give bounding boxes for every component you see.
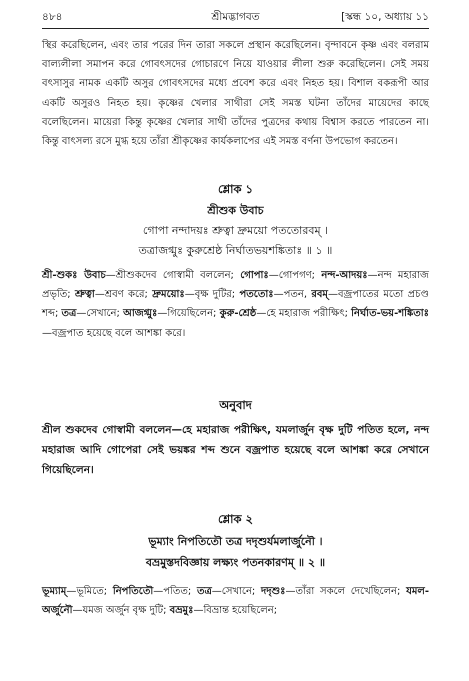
verse-2-heading: শ্লোক ২ xyxy=(217,512,254,526)
synonym-gloss: —সেখানে; xyxy=(76,308,124,320)
synonym-gloss: —শ্রীশুকদেব গোস্বামী বললেন; xyxy=(105,270,241,281)
running-title: শ্রীমদ্ভাগবত xyxy=(211,11,260,23)
synonym-term: দ্রুময়োঃ xyxy=(152,289,185,301)
synonym-term: বভ্রমুঃ xyxy=(169,605,194,617)
translation-heading: অনুবাদ xyxy=(219,398,252,412)
synonym-term: তত্র xyxy=(61,308,77,320)
verse-2-synonyms xyxy=(42,582,429,620)
synonym-gloss: —সেখানে; xyxy=(211,586,261,597)
synonym-term: নির্ঘাত-ভয়-শঙ্কিতাঃ xyxy=(351,308,429,320)
synonym-gloss: —বিভ্রান্ত হয়েছিলেন; xyxy=(193,605,278,617)
intro-paragraph: স্থির করেছিলেন, এবং তার পরের দিন তারা সকলে প্রস্থান করেছিলেন। বৃন্দাবনে কৃষ্ণ এবং বলরাম বাল্যলীলা সমাপন করে গোবৎসদের গোচারণে নিয়ে যাওয়ার লীলা শুরু করেছিলেন। সেই সময় বৎসাসুর নামক একটি অসুর গোবৎসদের মধ্যে প্রবেশ করে এবং নিহত হয়। বিশাল বকরূপী আর একটি অসুরও নিহত হয়। কৃষ্ণের খেলার সাথীরা সেই সমস্ত ঘটনা তাঁদের মায়েদের কাছে বলেছিলেন। মায়েরা কিন্তু কৃষ্ণের খেলার সাথী তাঁদের পুত্রদের কথায় বিশ্বাস করতে পারতেন না। কিন্তু বাৎসল্য রসে মুগ্ধ হয়ে তাঁরা শ্রীকৃষ্ণের কার্যকলাপের এই সমস্ত বর্ণনা উপভোগ করতেন। xyxy=(42,40,429,148)
synonym-term: রবম্ xyxy=(311,289,328,301)
verse-2-line-1: ভূম্যাং নিপতিতৌ তত্র দদৃশুর্যমলার্জুনৌ । xyxy=(148,535,323,548)
synonym-term: নন্দ-আদয়ঃ xyxy=(321,270,368,281)
synonym-gloss: —গিয়েছিলেন; xyxy=(157,308,220,320)
page-number: ৪৮৪ xyxy=(42,11,63,23)
synonym-gloss: —পতন, xyxy=(273,289,312,301)
header-rule xyxy=(42,28,429,29)
page-header xyxy=(42,10,429,28)
synonym-term: কুরু-শ্রেষ্ঠ xyxy=(219,308,257,320)
translation-text: শ্রীল শুকদেব গোস্বামী বললেন—হে মহারাজ পরীক্ষিৎ, যমলার্জুন বৃক্ষ দুটি পতিত হলে, নন্দ মহারাজ আদি গোপেরা সেই ভয়ঙ্কর শব্দ শুনে বজ্রপাত হয়েছে বলে আশঙ্কা করে সেখানে গিয়েছিলেন। xyxy=(42,424,429,476)
verse-1-speaker: শ্রীশুক উবাচ xyxy=(207,204,264,217)
synonym-term: দদৃশুঃ xyxy=(261,586,286,597)
synonym-term: গোপাঃ xyxy=(240,270,269,281)
synonym-gloss: —নন্দ মহারাজ প্রভৃতি; xyxy=(42,270,429,301)
synonym-gloss: —গোপগণ; xyxy=(268,270,322,281)
synonym-term: আজগ্মুঃ xyxy=(123,308,158,320)
chapter-reference: [স্কন্ধ ১০, অধ্যায় ১১ xyxy=(341,11,429,23)
synonym-gloss: —হে মহারাজ পরীক্ষিৎ; xyxy=(256,308,352,320)
verse-1-heading: শ্লোক ১ xyxy=(217,182,254,196)
synonym-gloss: —পতিত; xyxy=(153,586,197,597)
synonym-term: শ্রুত্বা xyxy=(74,289,95,301)
synonym-gloss: —বৃক্ষ দুটির; xyxy=(184,289,240,301)
verse-1-synonyms xyxy=(42,266,429,343)
synonym-gloss: —বজ্রপাত হয়েছে বলে আশঙ্কা করে। xyxy=(42,327,186,339)
synonym-gloss: —ভূমিতে; xyxy=(66,586,113,597)
verse-1-line-2: তত্রাজগ্মুঃ কুরুশ্রেষ্ঠ নির্ঘাতভয়শঙ্কিতাঃ ॥ ১ ॥ xyxy=(138,244,333,257)
synonym-term: তত্র xyxy=(196,586,212,597)
synonym-gloss: —শ্রবণ করে; xyxy=(94,289,153,301)
synonym-gloss: —বজ্রপাতের মতো প্রচণ্ড শব্দ; xyxy=(42,289,429,320)
synonym-gloss: —তাঁরা সকলে দেখেছিলেন; xyxy=(285,586,407,597)
synonym-term: যমল-অর্জুনৌ xyxy=(42,586,429,617)
synonym-gloss: —যমজ অর্জুন বৃক্ষ দুটি; xyxy=(72,605,170,617)
verse-1-line-1: গোপা নন্দাদয়ঃ শ্রুত্বা দ্রুময়ো পততোরবম্ । xyxy=(142,224,329,237)
synonym-term: নিপতিতৌ xyxy=(112,586,154,597)
synonym-term: ভূম্যাম্ xyxy=(42,586,67,597)
synonym-term: পততোঃ xyxy=(239,289,274,301)
synonym-term: শ্রী-শুকঃ উবাচ xyxy=(42,270,106,281)
verse-2-line-2: বভ্রমুস্তদবিজ্ঞায় লক্ষ্যং পতনকারণম্ ॥ ২ ॥ xyxy=(145,556,326,569)
